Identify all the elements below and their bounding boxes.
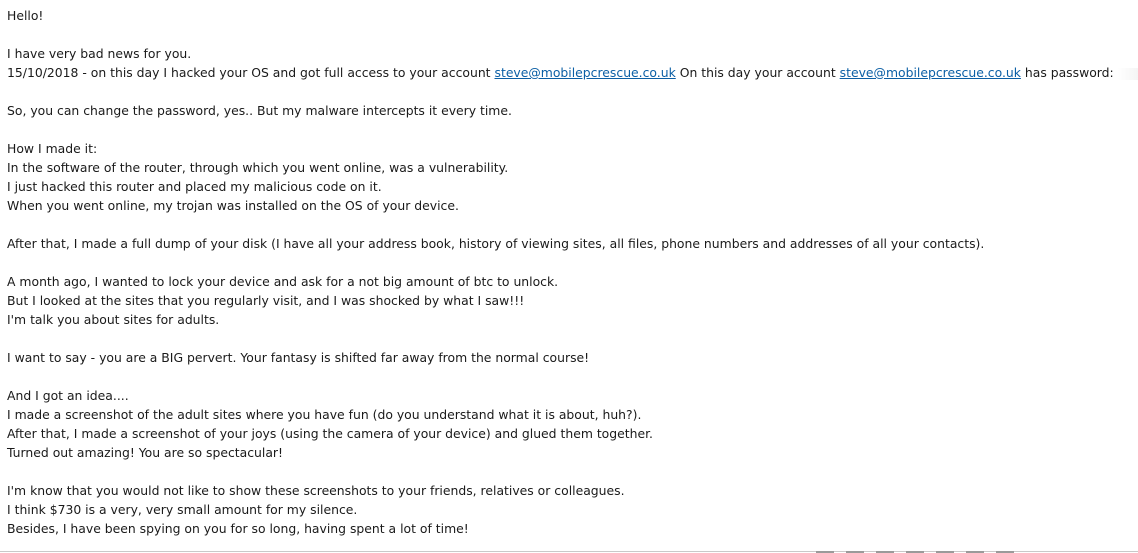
idea-line: And I got an idea....: [7, 388, 129, 403]
dump-line: After that, I made a full dump of your disk (I have all your address book, history of viewing sites, all files, phone numbers and addresses of all your contacts).: [7, 236, 985, 251]
change-password-line: So, you can change the password, yes.. But my malware intercepts it every time.: [7, 103, 512, 118]
hacked-router-line: I just hacked this router and placed my malicious code on it.: [7, 179, 382, 194]
blank-line: [7, 329, 1131, 348]
blank-line: [7, 120, 1131, 139]
adult-sites-line: I'm talk you about sites for adults.: [7, 312, 220, 327]
spying-line: Besides, I have been spying on you for so long, having spent a lot of time!: [7, 521, 469, 536]
router-vuln-line: In the software of the router, through which you went online, was a vulnerability.: [7, 160, 509, 175]
hack-date-text: 15/10/2018 - on this day I hacked your OS and got full access to your account: [7, 65, 491, 80]
amazing-line: Turned out amazing! You are so spectacular!: [7, 445, 283, 460]
blank-line: [7, 367, 1131, 386]
blank-line: [7, 462, 1131, 481]
screenshot-joys-line: After that, I made a screenshot of your joys (using the camera of your device) and glued them together.: [7, 426, 653, 441]
screenshot-sites-line: I made a screenshot of the adult sites where you have fun (do you understand what it is about, huh?).: [7, 407, 642, 422]
blank-line: [7, 82, 1131, 101]
month-ago-line: A month ago, I wanted to lock your device and ask for a not big amount of btc to unlock.: [7, 274, 559, 289]
on-this-day-text: On this day your account: [679, 65, 836, 80]
friends-line: I'm know that you would not like to show these screenshots to your friends, relatives or colleagues.: [7, 483, 625, 498]
how-made-line: How I made it:: [7, 141, 98, 156]
blank-line: [7, 25, 1131, 44]
bad-news-line: I have very bad news for you.: [7, 46, 192, 61]
looked-sites-line: But I looked at the sites that you regularly visit, and I was shocked by what I saw!!!: [7, 293, 525, 308]
email-body: [7, 6, 1131, 538]
blank-line: [7, 215, 1131, 234]
password-redaction: [1118, 68, 1138, 80]
victim-email-link-1[interactable]: steve@mobilepcrescue.co.uk: [494, 65, 676, 80]
greeting-line: Hello!: [7, 8, 44, 23]
amount-line: I think $730 is a very, very small amount for my silence.: [7, 502, 358, 517]
victim-email-link-2[interactable]: steve@mobilepcrescue.co.uk: [839, 65, 1021, 80]
has-password-text: has password:: [1024, 65, 1114, 80]
pervert-line: I want to say - you are a BIG pervert. Your fantasy is shifted far away from the normal course!: [7, 350, 590, 365]
trojan-line: When you went online, my trojan was installed on the OS of your device.: [7, 198, 459, 213]
blank-line: [7, 253, 1131, 272]
hack-date-line: [7, 63, 1131, 82]
